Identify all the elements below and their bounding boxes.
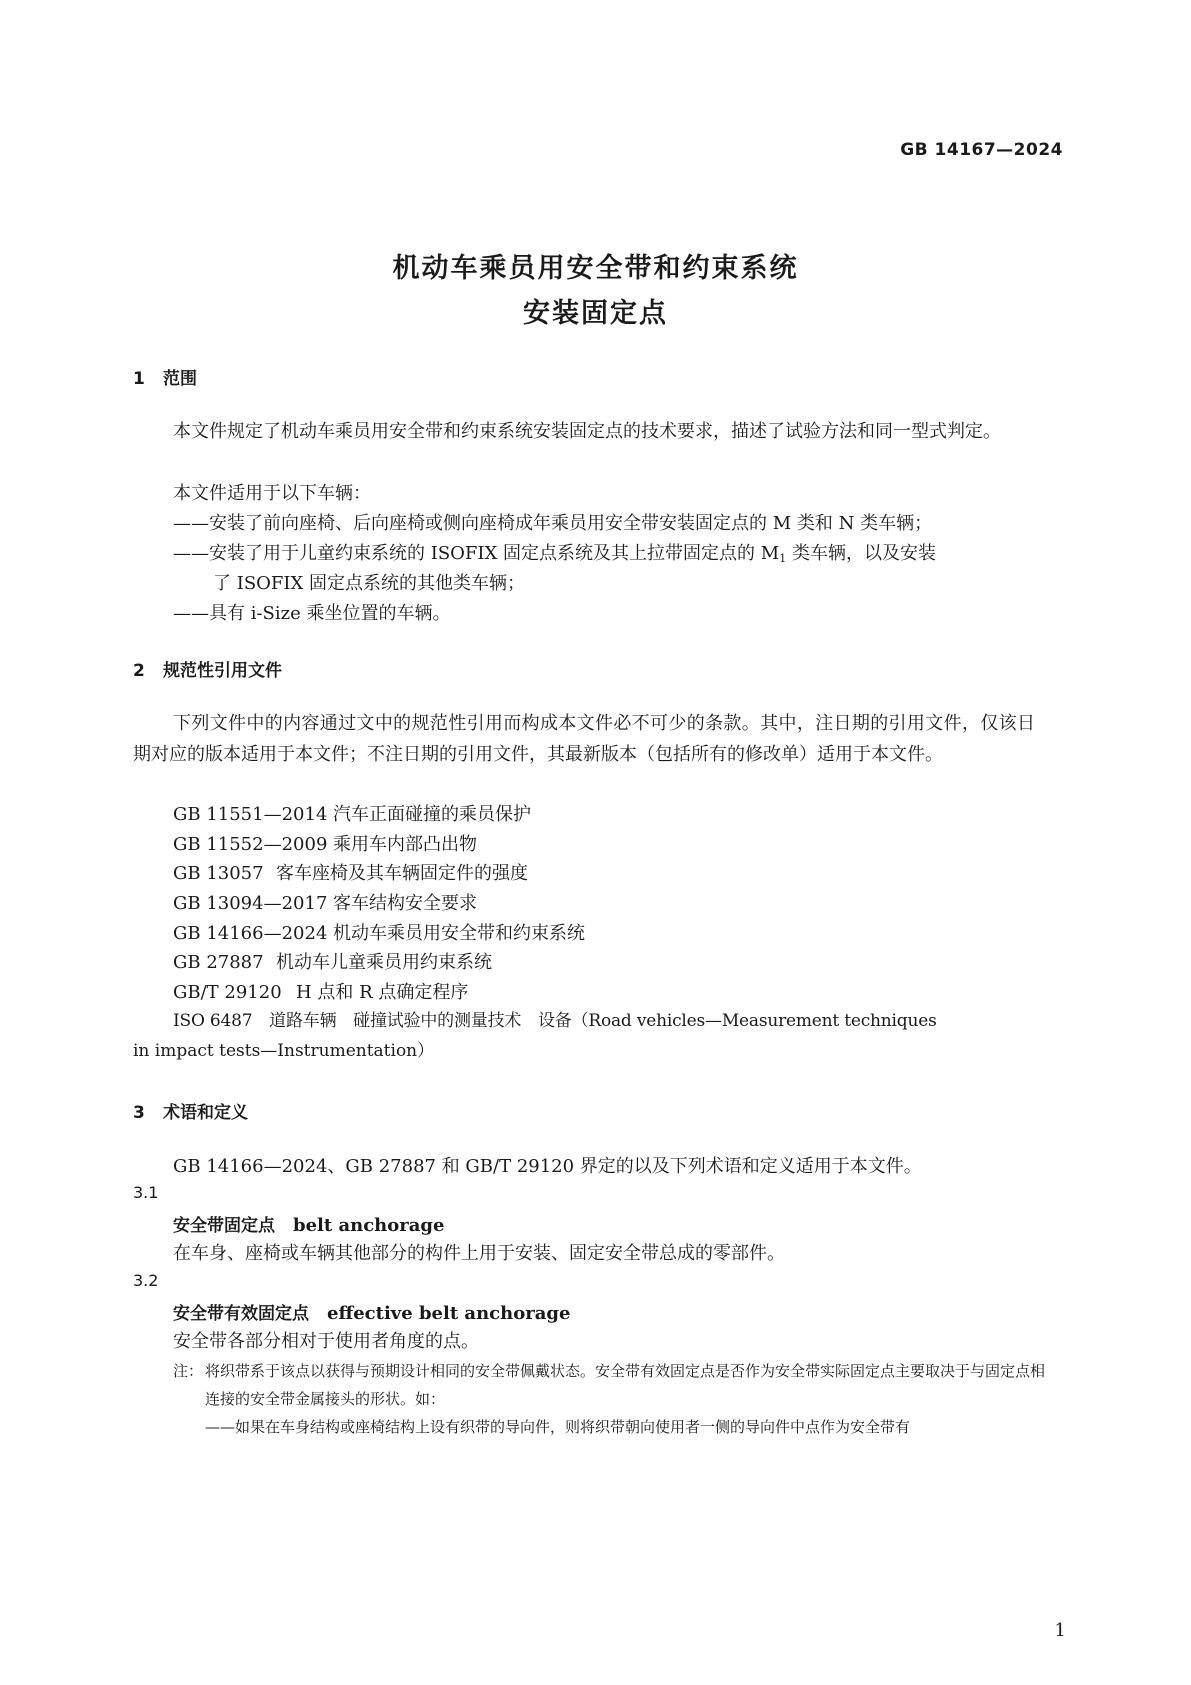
section-title: 范围 — [163, 369, 197, 389]
reference-iso-line1: ISO 6487 道路车辆 碰撞试验中的测量技术 设备（Road vehicles—Measurement techniques — [173, 1011, 937, 1031]
term-chinese: 安全带固定点 — [173, 1216, 275, 1236]
section-1-paragraph-2: 本文件适用于以下车辆： — [173, 483, 371, 504]
reference-name: 机动车儿童乘员用约束系统 — [276, 952, 492, 973]
reference-item — [173, 799, 531, 830]
term-english: effective belt anchorage — [327, 1303, 571, 1324]
reference-name: H 点和 R 点确定程序 — [296, 982, 469, 1003]
reference-code: GB/T 29120 — [173, 982, 282, 1003]
reference-name: 客车结构安全要求 — [333, 893, 477, 914]
section-3-paragraph-1: GB 14166—2024、GB 27887 和 GB/T 29120 界定的以及下列术语和定义适用于本文件。 — [173, 1156, 922, 1177]
reference-name: 机动车乘员用安全带和约束系统 — [333, 923, 585, 944]
section-title: 术语和定义 — [163, 1103, 248, 1123]
standard-number: GB 14167—2024 — [900, 140, 1063, 160]
term-heading — [173, 1299, 570, 1324]
reference-code: GB 27887 — [173, 952, 264, 973]
subscript: 1 — [779, 552, 787, 565]
section-title: 规范性引用文件 — [163, 661, 282, 681]
reference-item — [173, 888, 477, 919]
page-number: 1 — [1054, 1620, 1066, 1641]
document-title-line1: 机动车乘员用安全带和约束系统 — [392, 253, 799, 284]
section-2-paragraph-1: 下列文件中的内容通过文中的规范性引用而构成本文件必不可少的条款。其中，注日期的引用文件，仅该日期对应的版本适用于本文件；不注日期的引用文件，其最新版本（包括所有的修改单）适用于本文件。 — [133, 713, 1035, 765]
reference-code: GB 13094—2017 — [173, 893, 328, 914]
term-chinese: 安全带有效固定点 — [173, 1304, 309, 1324]
section-number: 3 — [133, 1103, 145, 1123]
section-1-paragraph-1: 本文件规定了机动车乘员用安全带和约束系统安装固定点的技术要求，描述了试验方法和同一型式判定。 — [173, 421, 1001, 442]
note-list-item: ——如果在车身结构或座椅结构上设有织带的导向件，则将织带朝向使用者一侧的导向件中点作为安全带有 — [205, 1418, 911, 1436]
term-definition: 安全带各部分相对于使用者角度的点。 — [173, 1331, 479, 1352]
document-title-line2: 安装固定点 — [523, 298, 668, 329]
term-english: belt anchorage — [293, 1215, 445, 1236]
reference-name: 客车座椅及其车辆固定件的强度 — [276, 863, 528, 884]
reference-item — [173, 829, 477, 860]
term-number: 3.2 — [133, 1271, 159, 1290]
section-2-heading — [133, 656, 282, 681]
reference-name: 乘用车内部凸出物 — [333, 834, 477, 855]
list-item-continuation: 了 ISOFIX 固定点系统的其他类车辆； — [213, 573, 526, 594]
reference-item — [173, 858, 528, 889]
reference-code: GB 14166—2024 — [173, 923, 328, 944]
reference-code: GB 13057 — [173, 863, 264, 884]
term-definition: 在车身、座椅或车辆其他部分的构件上用于安装、固定安全带总成的零部件。 — [173, 1243, 785, 1264]
list-item: ——具有 i-Size 乘坐位置的车辆。 — [173, 603, 451, 624]
list-item-text: ——安装了用于儿童约束系统的 ISOFIX 固定点系统及其上拉带固定点的 M — [173, 543, 780, 564]
reference-iso-line2: in impact tests—Instrumentation） — [133, 1041, 435, 1061]
reference-item — [173, 977, 468, 1008]
reference-name: 汽车正面碰撞的乘员保护 — [333, 804, 531, 825]
reference-item — [173, 947, 492, 978]
note-text: 将织带系于该点以获得与预期设计相同的安全带佩戴状态。安全带有效固定点是否作为安全带实际固定点主要取决于与固定点相连接的安全带金属接头的形状。如： — [205, 1362, 1046, 1408]
reference-code: GB 11551—2014 — [173, 804, 328, 825]
section-number: 2 — [133, 661, 145, 681]
term-number: 3.1 — [133, 1183, 159, 1202]
term-heading — [173, 1211, 444, 1236]
reference-code: GB 11552—2009 — [173, 834, 328, 855]
section-number: 1 — [133, 369, 145, 389]
section-3-heading — [133, 1098, 248, 1123]
list-item: ——安装了前向座椅、后向座椅或侧向座椅成年乘员用安全带安装固定点的 M 类和 N 类车辆； — [173, 513, 933, 534]
reference-item — [173, 918, 585, 949]
section-1-heading — [133, 364, 197, 389]
list-item-text: 类车辆，以及安装 — [786, 543, 936, 564]
note-label: 注： — [173, 1362, 204, 1380]
